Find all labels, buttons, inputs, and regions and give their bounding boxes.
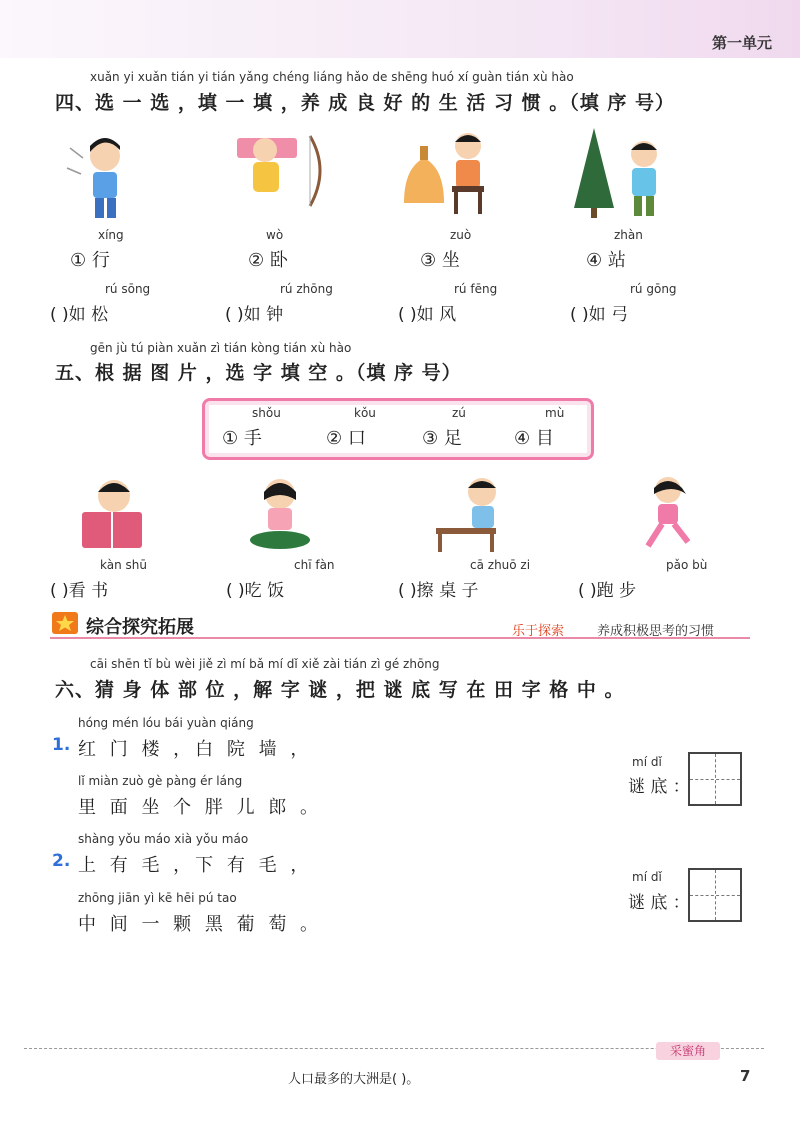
q5-option-2: ② 口 xyxy=(326,428,366,449)
q5-blank-pinyin-1: kàn shū xyxy=(100,558,147,572)
sleeping-boy-illustration xyxy=(235,132,335,212)
q5-blank-pinyin-3: cā zhuō zi xyxy=(470,558,531,572)
q4-blank-3[interactable]: ( )如 风 xyxy=(398,305,457,325)
footer-question: 人口最多的大洲是( )。 xyxy=(288,1072,420,1087)
running-girl-illustration xyxy=(632,474,712,554)
q5-title: 五、根 据 图 片 ，选 字 填 空 。（填 序 号） xyxy=(55,362,462,384)
q5-option-pinyin-4: mù xyxy=(545,406,565,420)
riddle-1-line1: 红 门 楼 ，白 院 墙 ， xyxy=(78,739,313,760)
q4-option-4: ④ 站 xyxy=(586,250,626,271)
page-number: 7 xyxy=(740,1067,751,1085)
riddle-1-line1-pinyin: hóng mén lóu bái yuàn qiáng xyxy=(78,716,254,730)
q5-option-pinyin-2: kǒu xyxy=(354,406,376,420)
riddle-2-line2-pinyin: zhōng jiān yì kē hēi pú tao xyxy=(78,891,237,905)
riddle-2-line1: 上 有 毛 ，下 有 毛 ， xyxy=(78,855,313,876)
q5-blank-pinyin-4: pǎo bù xyxy=(666,558,708,572)
q4-blank-1[interactable]: ( )如 松 xyxy=(50,305,109,325)
reading-boy-illustration xyxy=(72,474,152,554)
q5-blank-pinyin-2: chī fàn xyxy=(294,558,335,572)
riddle-1-answer-pinyin: mí dǐ xyxy=(632,755,662,769)
riddle-2-answer-grid[interactable] xyxy=(688,868,742,922)
riddle-1-line2-pinyin: lǐ miàn zuò gè pàng ér láng xyxy=(78,774,243,788)
walking-boy-illustration xyxy=(65,128,145,223)
q4-blank-pinyin-2: rú zhōng xyxy=(280,282,333,296)
q4-option-pinyin-3: zuò xyxy=(450,228,472,242)
q4-blank-4[interactable]: ( )如 弓 xyxy=(570,305,629,325)
footer-divider xyxy=(24,1048,764,1049)
riddle-1-number: 1. xyxy=(52,735,71,755)
q4-title: 四、选 一 选 ，填 一 填 ，养 成 良 好 的 生 活 习 惯 。（填 序 号） xyxy=(55,92,675,114)
q6-pinyin: cāi shēn tǐ bù wèi jiě zì mí bǎ mí dǐ xiě zài tián zì gé zhōng xyxy=(90,657,440,671)
q4-option-pinyin-2: wò xyxy=(266,228,284,242)
sitting-boy-illustration xyxy=(398,128,498,218)
riddle-2-answer-pinyin: mí dǐ xyxy=(632,870,662,884)
eating-girl-illustration xyxy=(240,474,320,554)
riddle-1-line2: 里 面 坐 个 胖 儿 郎 。 xyxy=(78,797,323,818)
q4-blank-pinyin-3: rú fēng xyxy=(454,282,498,296)
q5-pinyin: gēn jù tú piàn xuǎn zì tián kòng tián xù hào xyxy=(90,341,352,355)
riddle-2-number: 2. xyxy=(52,851,71,871)
q5-option-3: ③ 足 xyxy=(422,428,462,449)
q4-option-pinyin-1: xíng xyxy=(98,228,124,242)
section-tag-habit: 养成积极思考的习惯 xyxy=(597,624,715,639)
q5-blank-4[interactable]: ( )跑 步 xyxy=(578,581,637,601)
riddle-2-line2: 中 间 一 颗 黑 葡 萄 。 xyxy=(78,914,323,935)
footer-tag: 采蜜角 xyxy=(656,1042,720,1060)
standing-boy-tree-illustration xyxy=(572,128,672,223)
header-band xyxy=(0,0,800,58)
riddle-1-answer-label: 谜 底 ： xyxy=(628,777,690,797)
wiping-desk-boy-illustration xyxy=(432,474,512,554)
q5-option-1: ① 手 xyxy=(222,428,262,449)
q5-blank-2[interactable]: ( )吃 饭 xyxy=(226,581,285,601)
q5-blank-3[interactable]: ( )擦 桌 子 xyxy=(398,581,479,601)
riddle-1-answer-grid[interactable] xyxy=(688,752,742,806)
q4-blank-pinyin-1: rú sōng xyxy=(105,282,151,296)
q6-title: 六、猜 身 体 部 位 ，解 字 谜 ，把 谜 底 写 在 田 字 格 中 。 xyxy=(55,679,625,701)
q5-blank-1[interactable]: ( )看 书 xyxy=(50,581,109,601)
star-flag-icon xyxy=(52,612,78,634)
riddle-2-line1-pinyin: shàng yǒu máo xià yǒu máo xyxy=(78,832,249,846)
q4-option-1: ① 行 xyxy=(70,250,110,271)
section-title: 综合探究拓展 xyxy=(86,617,194,638)
q4-pinyin: xuǎn yi xuǎn tián yi tián yǎng chéng liáng hǎo de shēng huó xí guàn tián xù hào xyxy=(90,70,574,84)
section-tag-explore: 乐于探索 xyxy=(512,624,565,639)
unit-label: 第一单元 xyxy=(711,34,772,52)
q5-option-pinyin-1: shǒu xyxy=(252,406,281,420)
q5-option-pinyin-3: zú xyxy=(452,406,466,420)
q4-blank-2[interactable]: ( )如 钟 xyxy=(225,305,284,325)
q4-option-2: ② 卧 xyxy=(248,250,288,271)
riddle-2-answer-label: 谜 底 ： xyxy=(628,893,690,913)
q4-blank-pinyin-4: rú gōng xyxy=(630,282,677,296)
q4-option-pinyin-4: zhàn xyxy=(614,228,643,242)
q4-option-3: ③ 坐 xyxy=(420,250,460,271)
q5-option-4: ④ 目 xyxy=(514,428,554,449)
